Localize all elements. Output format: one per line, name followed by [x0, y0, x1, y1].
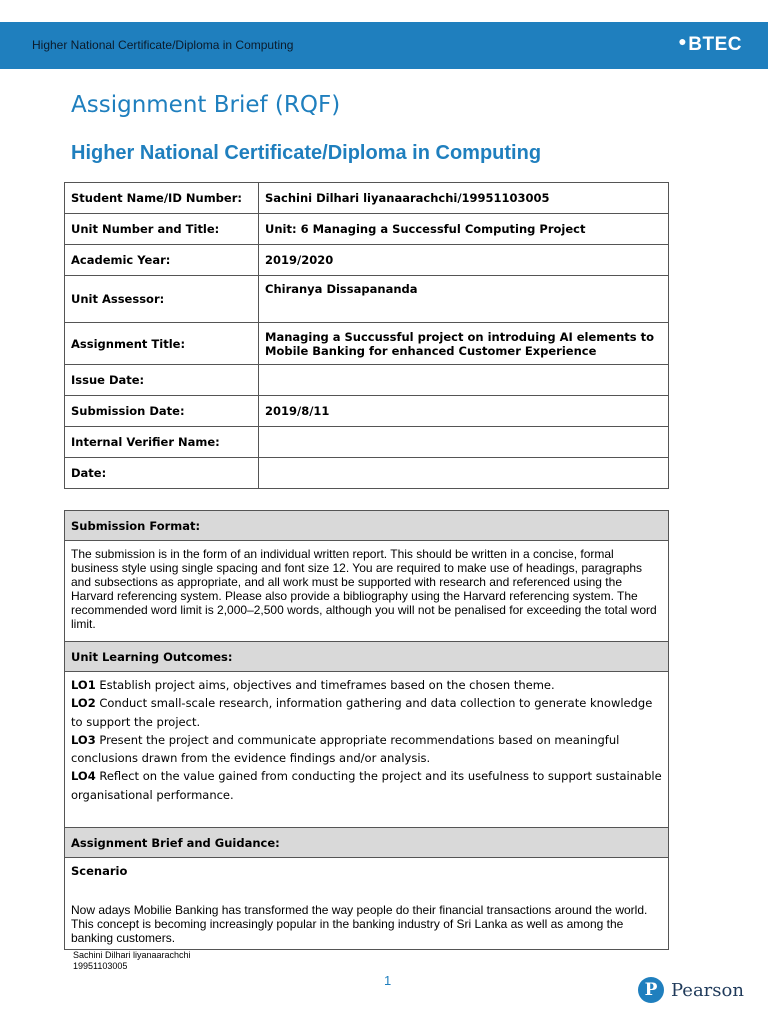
brief-title: Assignment Brief (RQF): [71, 92, 341, 118]
date-label: Date:: [65, 458, 259, 489]
unit-value: Unit: 6 Managing a Successful Computing Project: [259, 214, 669, 245]
table-row: [65, 365, 669, 396]
table-row: [65, 427, 669, 458]
issue-date-value: [259, 365, 669, 396]
outcome-text: Establish project aims, objectives and timeframes based on the chosen theme.: [95, 678, 555, 692]
submission-date-value: 2019/8/11: [259, 396, 669, 427]
list-item: [71, 767, 662, 804]
learning-outcomes-heading: Unit Learning Outcomes:: [65, 642, 669, 672]
assignment-value: Managing a Succussful project on introduing AI elements to Mobile Banking for enhanced Customer Experience: [259, 323, 669, 365]
submission-format-heading: Submission Format:: [65, 511, 669, 541]
outcome-code: LO2: [71, 696, 96, 711]
date-value: [259, 458, 669, 489]
table-row: [65, 541, 669, 642]
scenario-title: Scenario: [71, 864, 128, 878]
table-row: [65, 858, 669, 950]
table-row: [65, 323, 669, 365]
pearson-wordmark: Pearson: [671, 979, 744, 1001]
list-item: [71, 694, 662, 731]
year-label: Academic Year:: [65, 245, 259, 276]
scenario-text: Now adays Mobilie Banking has transformed the way people do their financial transactions around the world. This concept is becoming increasingly popular in the banking industry of Sri Lanka as well as among the banking customers.: [71, 903, 648, 945]
year-value: 2019/2020: [259, 245, 669, 276]
page-number: 1: [384, 973, 392, 988]
qualification-title: Higher National Certificate/Diploma in Computing: [71, 142, 542, 164]
assessor-value: Chiranya Dissapananda: [259, 276, 669, 323]
header-title: Higher National Certificate/Diploma in Computing: [32, 38, 294, 52]
btec-logo: ●BTEC: [678, 33, 742, 55]
learning-outcomes-list: [65, 672, 669, 828]
table-row: [65, 672, 669, 828]
btec-logo-text: BTEC: [688, 34, 742, 55]
header-bar: [0, 22, 768, 69]
author-id: 19951103005: [73, 961, 128, 971]
outcome-text: Present the project and communicate appropriate recommendations based on meaningful conclusions drawn from the evidence findings and/or analysis.: [71, 732, 620, 766]
pearson-mark-icon: P: [638, 977, 664, 1003]
list-item: [71, 731, 662, 768]
unit-label: Unit Number and Title:: [65, 214, 259, 245]
pearson-logo: [638, 977, 744, 1003]
guidance-heading: Assignment Brief and Guidance:: [65, 828, 669, 858]
student-value: Sachini Dilhari liyanaarachchi/19951103005: [259, 183, 669, 214]
table-row: [65, 828, 669, 858]
submission-date-label: Submission Date:: [65, 396, 259, 427]
outcome-text: Reflect on the value gained from conducting the project and its usefulness to support sustainable organisational performance.: [71, 769, 662, 802]
table-row: [65, 214, 669, 245]
table-row: [65, 245, 669, 276]
table-row: [65, 396, 669, 427]
verifier-label: Internal Verifier Name:: [65, 427, 259, 458]
author-name: Sachini Dilhari liyanaarachchi: [73, 950, 191, 960]
submission-format-text: The submission is in the form of an individual written report. This should be written in a concise, formal business style using single spacing and font size 12. You are required to make use of headings, paragraphs and subsections as appropriate, and all work must be supported with research and referenced using the Harvard referencing system. Please also provide a bibliography using the Harvard referencing system. The recommended word limit is 2,000–2,500 words, although you will not be penalised for exceeding the total word limit.: [65, 541, 669, 642]
list-item: [71, 676, 662, 694]
issue-date-label: Issue Date:: [65, 365, 259, 396]
outcome-code: LO3: [71, 732, 96, 747]
footer-author: [73, 950, 191, 972]
student-label: Student Name/ID Number:: [65, 183, 259, 214]
brief-sections-table: [64, 510, 669, 950]
outcome-text: Conduct small-scale research, information gathering and data collection to generate knowledge to support the project.: [71, 696, 653, 729]
student-info-table: [64, 182, 669, 489]
table-row: [65, 511, 669, 541]
verifier-value: [259, 427, 669, 458]
table-row: [65, 642, 669, 672]
outcome-code: LO4: [71, 769, 96, 784]
table-row: [65, 276, 669, 323]
table-row: [65, 458, 669, 489]
assessor-label: Unit Assessor:: [65, 276, 259, 323]
outcome-code: LO1: [71, 678, 96, 692]
assignment-label: Assignment Title:: [65, 323, 259, 365]
scenario-cell: [65, 858, 669, 950]
table-row: [65, 183, 669, 214]
